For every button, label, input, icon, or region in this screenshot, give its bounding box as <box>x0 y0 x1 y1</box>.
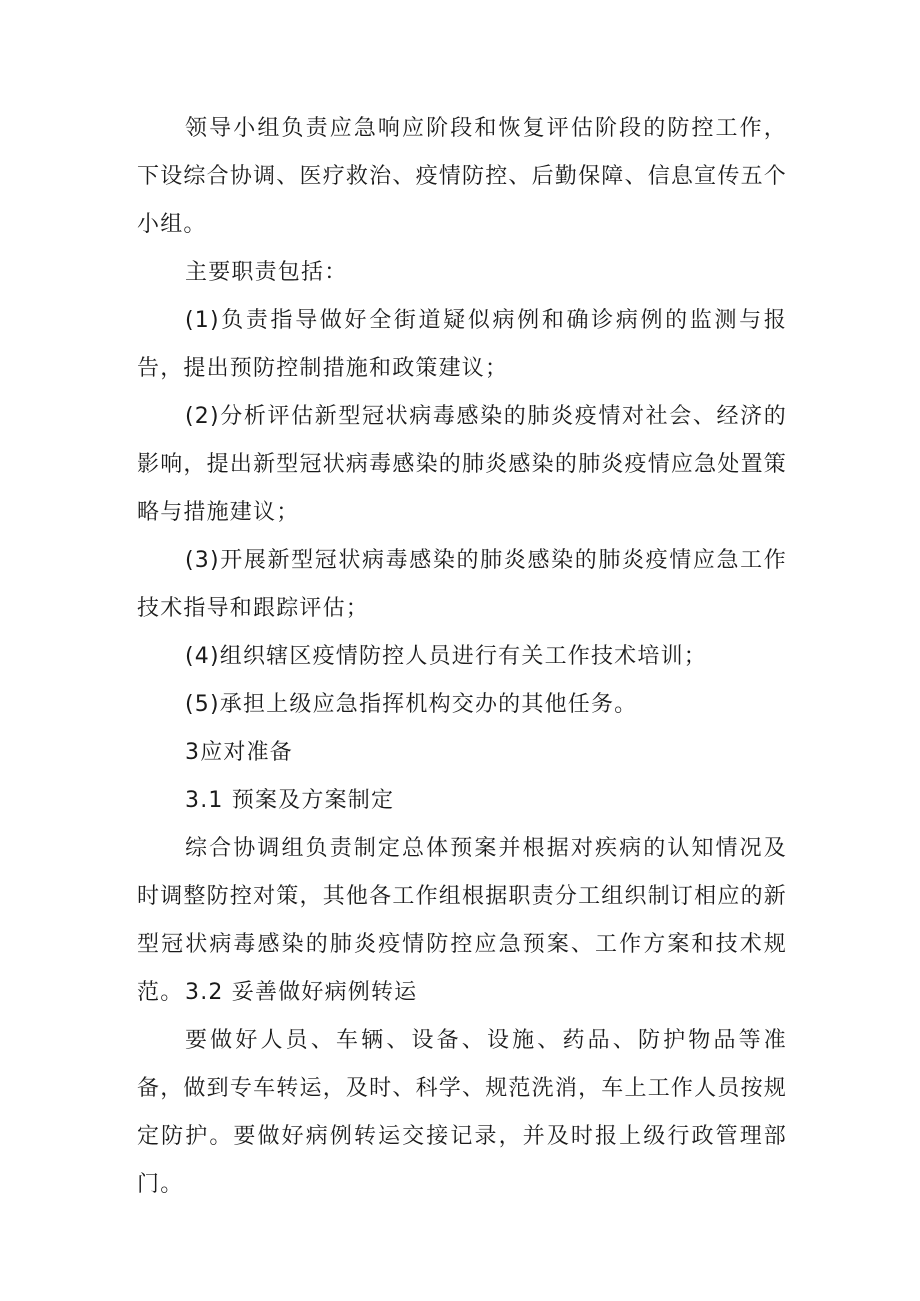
paragraph-main-duties-intro: 主要职责包括： <box>185 260 348 285</box>
paragraph-duty-5: (5)承担上级应急指挥机构交办的其他任务。 <box>185 692 638 717</box>
section-heading-3-1: 3.1 预案及方案制定 <box>185 788 395 813</box>
paragraph-duty-4: (4)组织辖区疫情防控人员进行有关工作技术培训； <box>185 644 707 669</box>
paragraph-duty-2: (2)分析评估新型冠状病毒感染的肺炎疫情对社会、经济的影响，提出新型冠状病毒感染的肺炎感染的肺炎疫情应急处置策略与措施建议； <box>137 404 787 525</box>
section-heading-3: 3应对准备 <box>185 740 293 765</box>
paragraph-duty-3: (3)开展新型冠状病毒感染的肺炎感染的肺炎疫情应急工作技术指导和跟踪评估； <box>137 548 787 621</box>
paragraph-case-transfer: 要做好人员、车辆、设备、设施、药品、防护物品等准备，做到专车转运，及时、科学、规范洗消，车上工作人员按规定防护。要做好病例转运交接记录，并及时报上级行政管理部门。 <box>137 1028 787 1197</box>
paragraph-duty-1: (1)负责指导做好全街道疑似病例和确诊病例的监测与报告，提出预防控制措施和政策建议； <box>137 308 787 381</box>
paragraph-plan-formulation: 综合协调组负责制定总体预案并根据对疾病的认知情况及时调整防控对策，其他各工作组根据职责分工组织制订相应的新型冠状病毒感染的肺炎疫情防控应急预案、工作方案和技术规范。 <box>137 836 787 1005</box>
section-heading-3-2: 3.2 妥善做好病例转运 <box>185 980 418 1005</box>
paragraph-leadership-group: 领导小组负责应急响应阶段和恢复评估阶段的防控工作，下设综合协调、医疗救治、疫情防控、后勤保障、信息宣传五个小组。 <box>137 116 787 237</box>
